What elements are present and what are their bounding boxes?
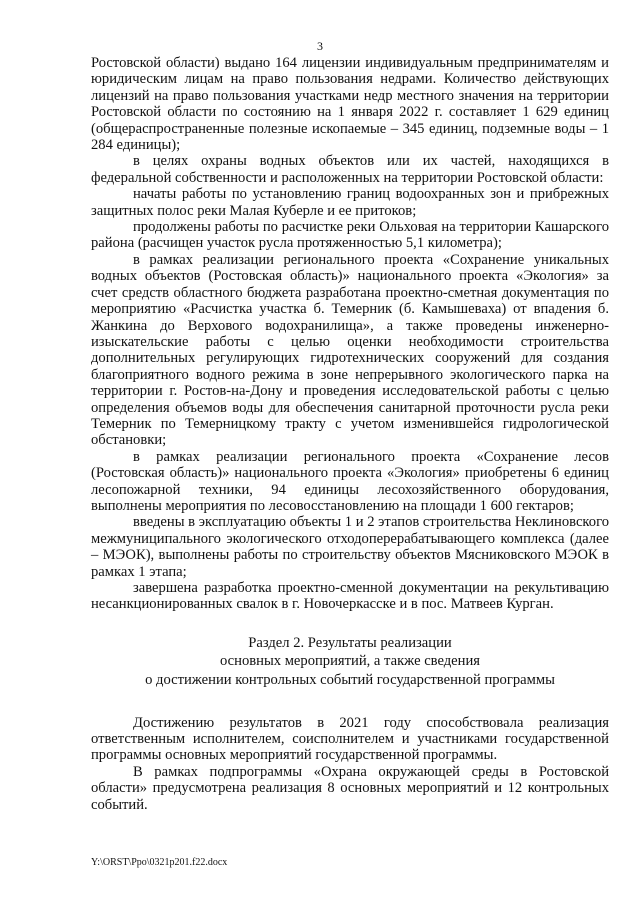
paragraph-meok: введены в эксплуатацию объекты 1 и 2 этапов строительства Неклиновского межмуниципального экологического отходоперерабатывающего комплекса (далее – МЭОК), выполнены работы по строительству объектов Мясниковского МЭОК в рамках 1 этапа; [91, 514, 609, 580]
document-body [91, 55, 609, 813]
paragraph-subprogram: В рамках подпрограммы «Охрана окружающей среды в Ростовской области» предусмотрена реализация 8 основных мероприятий и 12 контрольных событий. [91, 763, 609, 813]
footer-file-path: Y:\ORST\Ppo\0321p201.f22.docx [91, 857, 228, 868]
paragraph-water-zones: начаты работы по установлению границ водоохранных зон и прибрежных защитных полос реки Малая Куберле и ее притоков; [91, 186, 609, 219]
paragraph-forest-project: в рамках реализации регионального проекта «Сохранение лесов (Ростовская область)» национального проекта «Экология» приобретены 6 единиц лесопожарной техники, 94 единицы лесохозяйственного оборудования, выполнены мероприятия по лесовосстановлению на площади 1 600 гектаров; [91, 448, 609, 514]
paragraph-landfill-reclamation: завершена разработка проектно-сменной документации на рекультивацию несанкционированных свалок в г. Новочеркасске и в пос. Матвеев Курган. [91, 580, 609, 613]
paragraph-water-protection: в целях охраны водных объектов или их частей, находящихся в федеральной собственности и расположенных на территории Ростовской области: [91, 153, 609, 186]
paragraph-olkhovaya-river: продолжены работы по расчистке реки Ольховая на территории Кашарского района (расчищен участок русла протяженностью 5,1 километра); [91, 219, 609, 252]
paragraph-temernik-project: в рамках реализации регионального проекта «Сохранение уникальных водных объектов (Ростовская область)» национального проекта «Экология» за счет средств областного бюджета разработана проектно-сметная документация по мероприятию «Расчистка участка б. Темерник (б. Камышеваха) от впадения б. Жанкина до Верхового водохранилища», а также проведены инженерно-изыскательские работы с целью оценки необходимости строительства дополнительных регулирующих гидротехнических сооружений для создания благоприятного водного режима в зоне непрерывного экологического парка на территории г. Ростов-на-Дону и проведения исследовательской работы с целью определения объемов воды для обеспечения санитарной проточности русла реки Темерник по Темерницкому тракту с учетом изменившейся гидрологической обстановки; [91, 251, 609, 449]
paragraph-results-2021: Достижению результатов в 2021 году способствовала реализация ответственным исполнителем, соисполнителем и участниками государственной программы основных мероприятий государственной программы. [91, 714, 609, 764]
section-heading-line-1: Раздел 2. Результаты реализации [248, 634, 452, 651]
spacer [91, 690, 609, 715]
section-heading-line-3: о достижении контрольных событий государственной программы [145, 672, 555, 688]
section-heading [91, 634, 609, 690]
paragraph-licenses: Ростовской области) выдано 164 лицензии индивидуальным предпринимателям и юридическим лицам на право пользования недрами. Количество действующих лицензий на право пользования участками недр местного значения на территории Ростовской области по состоянию на 1 января 2022 г. составляет 1 629 единиц (общераспространенные полезные ископаемые – 345 единиц, подземные воды – 1 284 единицы); [91, 55, 609, 154]
section-heading-line-2: основных мероприятий, а также сведения [220, 653, 480, 670]
page-number: 3 [317, 39, 323, 53]
